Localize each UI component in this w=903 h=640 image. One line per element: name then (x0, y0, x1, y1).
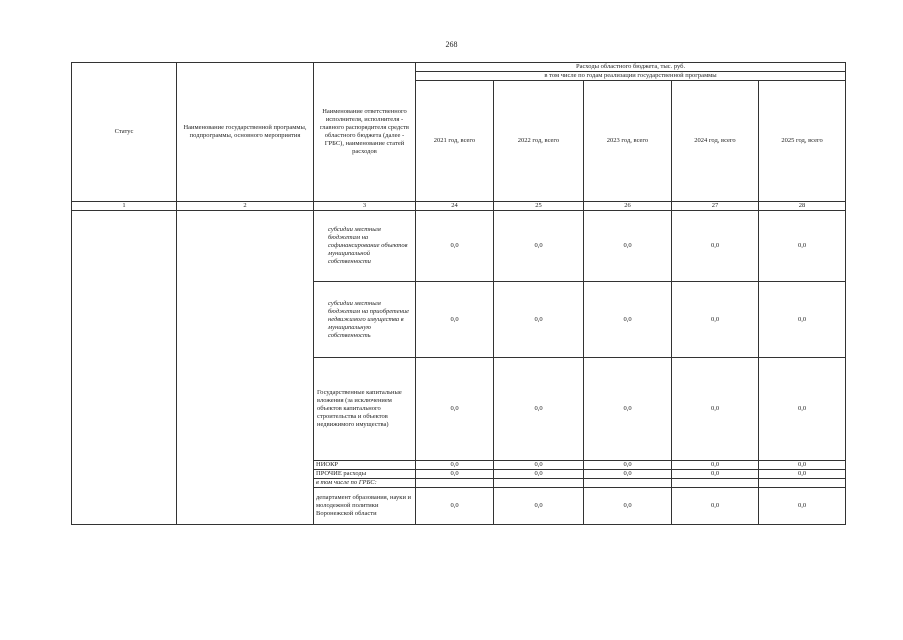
value-cell: 0,0 (416, 470, 494, 479)
value-cell (584, 479, 672, 488)
row-label: субсидии местным бюджетам на софинансирование объектов муниципальной собственности (314, 211, 416, 282)
column-number: 28 (759, 202, 846, 211)
value-cell: 0,0 (494, 461, 584, 470)
value-cell: 0,0 (584, 358, 672, 461)
value-cell: 0,0 (416, 211, 494, 282)
value-cell: 0,0 (759, 282, 846, 358)
value-cell: 0,0 (759, 488, 846, 525)
value-cell: 0,0 (416, 488, 494, 525)
value-cell: 0,0 (672, 211, 759, 282)
budget-table (71, 62, 846, 525)
value-cell: 0,0 (584, 282, 672, 358)
header-year: 2021 год, всего (416, 81, 494, 202)
header-executor: Наименование ответственного исполнителя, исполнителя - главного распорядителя средств областного бюджета (далее - ГРБС), наименование статей расходов (314, 63, 416, 202)
value-cell (759, 479, 846, 488)
value-cell: 0,0 (494, 211, 584, 282)
column-number: 24 (416, 202, 494, 211)
value-cell: 0,0 (759, 211, 846, 282)
header-expenses-title: Расходы областного бюджета, тыс. руб. (416, 63, 846, 72)
value-cell (494, 479, 584, 488)
column-number: 26 (584, 202, 672, 211)
status-cell (72, 211, 177, 525)
column-numbers-row (72, 202, 846, 211)
row-label: департамент образования, науки и молодежной политики Воронежской области (314, 488, 416, 525)
column-number: 2 (177, 202, 314, 211)
value-cell: 0,0 (672, 488, 759, 525)
value-cell: 0,0 (584, 211, 672, 282)
table-row (72, 211, 846, 282)
value-cell: 0,0 (416, 282, 494, 358)
value-cell: 0,0 (759, 358, 846, 461)
value-cell: 0,0 (416, 461, 494, 470)
program-name-cell (177, 211, 314, 525)
row-label: НИОКР (314, 461, 416, 470)
value-cell: 0,0 (494, 488, 584, 525)
value-cell (416, 479, 494, 488)
header-year: 2025 год, всего (759, 81, 846, 202)
page-number: 268 (445, 40, 458, 49)
header-year: 2022 год, всего (494, 81, 584, 202)
row-label: Государственные капитальные вложения (за исключением объектов капитального строительства и объектов недвижимого имущества) (314, 358, 416, 461)
value-cell: 0,0 (494, 358, 584, 461)
column-number: 1 (72, 202, 177, 211)
value-cell: 0,0 (672, 470, 759, 479)
value-cell: 0,0 (672, 282, 759, 358)
row-label: ПРОЧИЕ расходы (314, 470, 416, 479)
value-cell: 0,0 (584, 470, 672, 479)
value-cell (672, 479, 759, 488)
column-number: 3 (314, 202, 416, 211)
value-cell: 0,0 (416, 358, 494, 461)
row-label: субсидии местным бюджетам на приобретение недвижимого имущества в муниципальную собственность (314, 282, 416, 358)
value-cell: 0,0 (672, 461, 759, 470)
header-row-top (72, 63, 846, 72)
value-cell: 0,0 (584, 488, 672, 525)
value-cell: 0,0 (672, 358, 759, 461)
row-label: в том числе по ГРБС: (314, 479, 416, 488)
value-cell: 0,0 (494, 470, 584, 479)
column-number: 27 (672, 202, 759, 211)
value-cell: 0,0 (494, 282, 584, 358)
header-program-name: Наименование государственной программы, подпрограммы, основного мероприятия (177, 63, 314, 202)
column-number: 25 (494, 202, 584, 211)
header-year: 2023 год, всего (584, 81, 672, 202)
header-by-years: в том числе по годам реализации государственной программы (416, 72, 846, 81)
value-cell: 0,0 (584, 461, 672, 470)
header-status: Статус (72, 63, 177, 202)
header-year: 2024 год, всего (672, 81, 759, 202)
value-cell: 0,0 (759, 470, 846, 479)
value-cell: 0,0 (759, 461, 846, 470)
